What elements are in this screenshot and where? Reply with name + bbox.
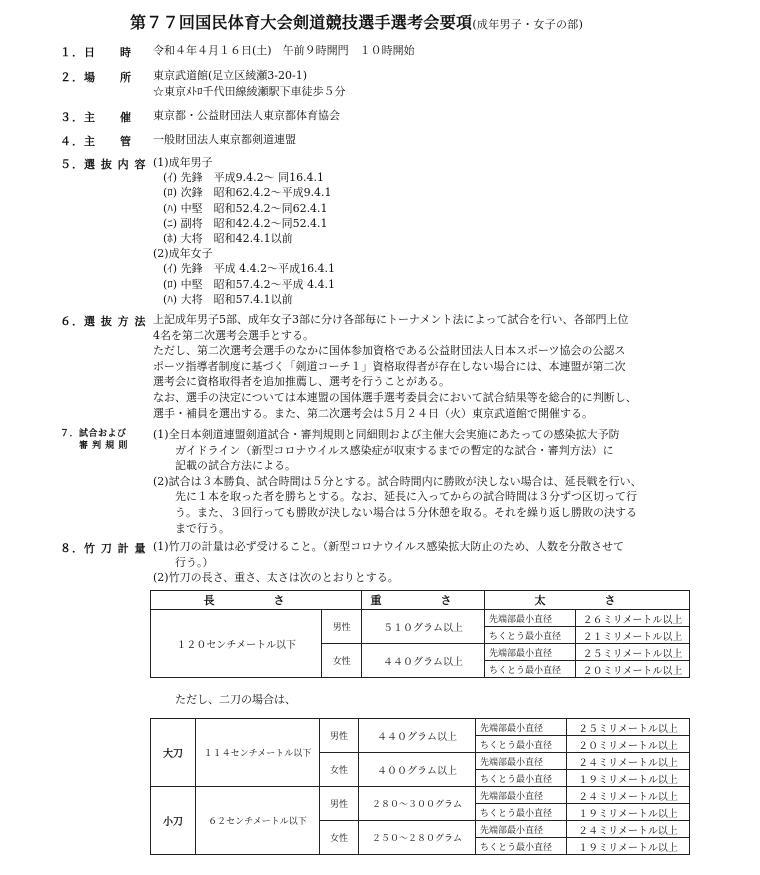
text-line: 選手・補員を選出する。また、第二次選考会は５月２４日（火）東京武道館で開催する。 [153, 406, 593, 420]
list-item: (ﾛ) 中堅 昭和57.4.2～平成 4.4.1 [163, 277, 336, 291]
item-8-number: ８．竹 刀 計 量 [60, 542, 147, 555]
list-item: (ｲ) 先鋒 平成9.4.2～ 同16.4.1 [163, 171, 325, 185]
text-line: ポーツ指導者制度に基づく「剣道コーチ１」資格取得者が存在しない場合には、本連盟が第二次 [153, 359, 626, 373]
list-item: (ﾎ) 大将 昭和42.4.1以前 [163, 232, 293, 246]
item-6-number: ６．選 抜 方 法 [60, 315, 147, 328]
nito-spec-table [150, 718, 690, 855]
item-4-number: ４．主 管 [60, 135, 132, 148]
diameter-value: ２０ミリメートル以上 [567, 736, 690, 753]
diameter-label: ちくとう最小直径 [485, 661, 576, 678]
group-length: １１４センチメートル以下 [196, 719, 320, 787]
header-weight: 重 さ [362, 591, 485, 610]
diameter-label: ちくとう最小直径 [476, 736, 567, 753]
group-name: 大刀 [151, 719, 196, 787]
venue-line: 東京武道館(足立区綾瀬3-20-1) [153, 69, 308, 82]
diameter-value: ２４ミリメートル以上 [567, 787, 690, 804]
sex-cell: 女性 [320, 821, 359, 855]
item-2-number: ２．場 所 [60, 71, 132, 84]
header-thickness: 太 さ [485, 591, 690, 610]
sex-cell: 男性 [320, 787, 359, 821]
access-line: ☆東京ﾒﾄﾛ千代田線綾瀬駅下車徒歩５分 [153, 84, 346, 98]
text-line: まで行う。 [153, 521, 230, 535]
list-item: (2)成年女子 [153, 247, 213, 261]
item-7-number-line: 審 判 規 則 [60, 441, 128, 451]
diameter-label: 先端部最小直径 [476, 821, 567, 838]
weight-cell: ４００グラム以上 [359, 753, 476, 787]
item-1-text: 令和４年４月１６日(土) 午前９時開門 １０時開始 [153, 44, 415, 57]
text-line: ガイドライン（新型コロナウイルス感染症が収束するまでの暫定的な試合・審判方法）に [153, 443, 614, 457]
item-5-number: ５．選 抜 内 容 [60, 158, 147, 171]
text-line: 記載の試合方法による。 [153, 459, 296, 473]
weight-cell: ２５０～２８０グラム [359, 821, 476, 855]
item-4-text: 一般財団法人東京都剣道連盟 [153, 133, 296, 146]
text-line: ただし、第二次選考会選手のなかに国体参加資格である公益財団法人日本スポーツ協会の公認ス [153, 344, 626, 358]
diameter-value: ２１ミリメートル以上 [576, 627, 690, 644]
length-cell: １２０センチメートル以下 [151, 610, 322, 678]
diameter-value: ２４ミリメートル以上 [567, 821, 690, 838]
weight-cell: ４４０グラム以上 [362, 644, 485, 678]
document-title [130, 10, 730, 33]
diameter-label: 先端部最小直径 [485, 610, 576, 627]
weight-cell: ４４０グラム以上 [359, 719, 476, 753]
list-item: (ﾊ) 大将 昭和57.4.1以前 [163, 292, 293, 306]
title-sub: (成年男子・女子の部) [472, 18, 584, 31]
list-item: (ﾊ) 中堅 昭和52.4.2～同62.4.1 [163, 201, 328, 215]
list-item: (ｲ) 先鋒 平成 4.4.2～平成16.4.1 [163, 262, 336, 276]
item-7-text [153, 427, 642, 536]
item-7-number-line: ７．試合および [60, 429, 127, 439]
item-3-text: 東京都・公益財団法人東京都体育協会 [153, 109, 340, 122]
item-2-text [153, 68, 346, 99]
group-length: ６２センチメートル以下 [196, 787, 320, 855]
diameter-label: ちくとう最小直径 [476, 804, 567, 821]
text-line: なお、選手の決定については本連盟の国体選手選考委員会において試合結果等を総合的に判断し、 [153, 390, 637, 404]
text-line: 選考会に資格取得者を追加推薦し、選考を行うことがある。 [153, 375, 450, 389]
weight-cell: ５１０グラム以上 [362, 610, 485, 644]
item-5-text [153, 155, 335, 307]
diameter-value: ２５ミリメートル以上 [567, 719, 690, 736]
weight-cell: ２８０～３００グラム [359, 787, 476, 821]
diameter-label: 先端部最小直径 [476, 719, 567, 736]
list-item: (ﾆ) 副将 昭和42.4.2～同52.4.1 [163, 216, 328, 230]
diameter-label: ちくとう最小直径 [476, 838, 567, 855]
diameter-value: １９ミリメートル以上 [567, 838, 690, 855]
list-item: (1)成年男子 [153, 156, 213, 169]
text-line: 先に１本を取った者を勝ちとする。なお、延長に入ってからの試合時間は３分ずつ区切って行 [153, 490, 637, 504]
text-line: (2)試合は３本勝負、試合時間は５分とする。試合時間内に勝敗が決しない場合は、延長戦を行い、 [153, 474, 642, 488]
item-7-number [60, 428, 150, 452]
diameter-label: ちくとう最小直径 [485, 627, 576, 644]
diameter-value: ２５ミリメートル以上 [576, 644, 690, 661]
diameter-label: 先端部最小直径 [485, 644, 576, 661]
sex-cell: 女性 [322, 644, 362, 678]
text-line: 4名を第二次選考会選手とする。 [153, 328, 314, 342]
text-line: 上記成年男子5部、成年女子3部に分け各部毎にトーナメント法によって試合を行い、各部門上位 [153, 313, 629, 326]
item-1-number: １．日 時 [60, 46, 132, 59]
sex-cell: 男性 [320, 719, 359, 753]
diameter-label: 先端部最小直径 [476, 753, 567, 770]
diameter-value: １９ミリメートル以上 [567, 804, 690, 821]
sex-cell: 男性 [322, 610, 362, 644]
sex-cell: 女性 [320, 753, 359, 787]
text-line: (1)竹刀の計量は必ず受けること。（新型コロナウイルス感染拡大防止のため、人数を分散させて [153, 540, 624, 553]
text-line: (1)全日本剣道連盟剣道試合・審判規則と同細則および主催大会実施にあたっての感染拡大予防 [153, 428, 620, 441]
diameter-label: 先端部最小直径 [476, 787, 567, 804]
diameter-value: ２０ミリメートル以上 [576, 661, 690, 678]
diameter-value: ２６ミリメートル以上 [576, 610, 690, 627]
nito-note: ただし、二刀の場合は、 [175, 693, 296, 706]
item-6-text [153, 312, 637, 421]
diameter-label: ちくとう最小直径 [476, 770, 567, 787]
list-item: (ﾛ) 次鋒 昭和62.4.2～平成9.4.1 [163, 186, 332, 200]
shinai-spec-table [150, 590, 690, 678]
title-main: 第７７回国民体育大会剣道競技選手選考会要項 [130, 13, 473, 32]
text-line: (2)竹刀の長さ、重さ、太さは次のとおりとする。 [153, 571, 399, 585]
header-length: 長 さ [151, 591, 362, 610]
item-3-number: ３．主 催 [60, 111, 132, 124]
diameter-value: ２４ミリメートル以上 [567, 753, 690, 770]
group-name: 小刀 [151, 787, 196, 855]
diameter-value: １９ミリメートル以上 [567, 770, 690, 787]
text-line: 行う。） [153, 555, 214, 569]
text-line: う。また、３回行っても勝敗が決しない場合は５分休憩を取る。それを繰り返し勝敗の決する [153, 505, 637, 519]
item-8-text [153, 539, 624, 586]
